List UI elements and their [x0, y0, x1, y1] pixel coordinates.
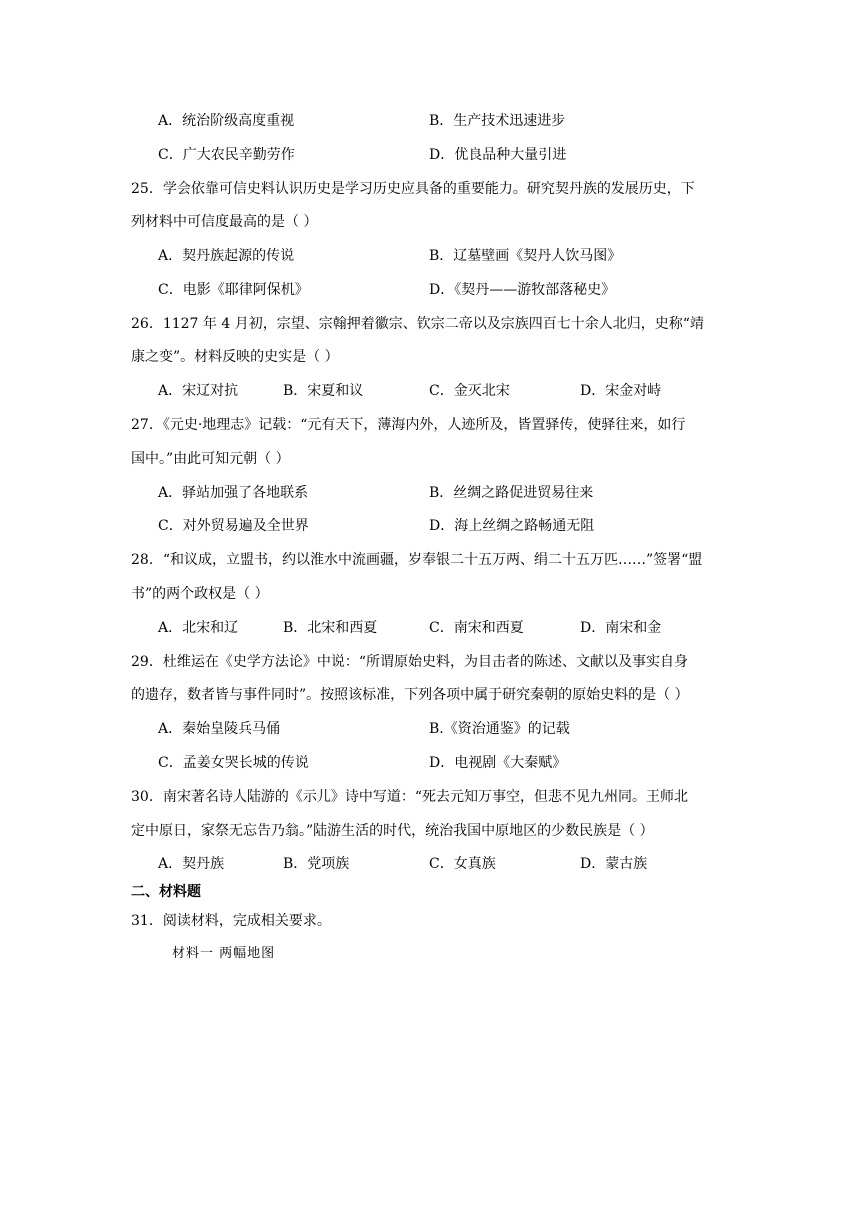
- q25-option-d: D．《契丹——游牧部落秘史》: [429, 282, 616, 298]
- q27-option-c: C．对外贸易遍及全世界: [158, 518, 309, 534]
- q30-option-b: B．党项族: [283, 856, 350, 872]
- question-31: 31．阅读材料，完成相关要求。: [131, 913, 331, 929]
- question-26-line1: 26．1127 年 4 月初，宗望、宗翰押着徽宗、钦宗二帝以及宗族四百七十余人北归，史称“靖: [131, 316, 704, 332]
- question-25-line2: 列材料中可信度最高的是（ ）: [131, 214, 318, 230]
- q28-option-a: A．北宋和辽: [158, 620, 239, 636]
- q26-option-b: B．宋夏和议: [283, 383, 364, 399]
- q29-option-a: A．秦始皇陵兵马俑: [158, 721, 281, 737]
- question-28-line2: 书”的两个政权是（ ）: [131, 586, 269, 602]
- q30-option-c: C．女真族: [429, 856, 496, 872]
- question-27-line1: 27．《元史·地理志》记载：“元有天下，薄海内外，人迹所及，皆置驿传，使驿往来，如行: [131, 417, 686, 433]
- question-29-line1: 29．杜维运在《史学方法论》中说：“所谓原始史料，为目击者的陈述、文献以及事实自身: [131, 654, 688, 670]
- question-27-line2: 国中。”由此可知元朝（ ）: [131, 451, 290, 467]
- q26-option-c: C．金灭北宋: [429, 383, 510, 399]
- q25-option-b: B．辽墓壁画《契丹人饮马图》: [429, 248, 622, 264]
- q30-option-a: A．契丹族: [158, 856, 225, 872]
- q27-option-d: D．海上丝绸之路畅通无阻: [429, 518, 595, 534]
- q29-option-b: B.《资治通鉴》的记载: [429, 721, 570, 737]
- q27-option-b: B．丝绸之路促进贸易往来: [429, 485, 594, 501]
- question-30-line1: 30．南宋著名诗人陆游的《示儿》诗中写道：“死去元知万事空，但悲不见九州同。王师北: [131, 789, 688, 805]
- q28-option-d: D．南宋和金: [580, 620, 662, 636]
- q25-option-a: A．契丹族起源的传说: [158, 248, 295, 264]
- option-d: D．优良品种大量引进: [429, 147, 567, 163]
- q28-option-c: C．南宋和西夏: [429, 620, 524, 636]
- q30-option-d: D．蒙古族: [580, 856, 648, 872]
- q26-option-a: A．宋辽对抗: [158, 383, 239, 399]
- option-c: C．广大农民辛勤劳作: [158, 147, 295, 163]
- question-26-line2: 康之变”。材料反映的史实是（ ）: [131, 349, 339, 365]
- q27-option-a: A．驿站加强了各地联系: [158, 485, 309, 501]
- q26-option-d: D．宋金对峙: [580, 383, 662, 399]
- question-28-line1: 28．“和议成，立盟书，约以淮水中流画疆，岁奉银二十五万两、绢二十五万匹……”签署“盟: [131, 552, 703, 568]
- question-30-line2: 定中原日，家祭无忘告乃翁。”陆游生活的时代，统治我国中原地区的少数民族是（ ）: [131, 823, 654, 839]
- q29-option-c: C．孟姜女哭长城的传说: [158, 755, 309, 771]
- question-29-line2: 的遗存，数者皆与事件同时”。按照该标准，下列各项中属于研究秦朝的原始史料的是（ ）: [131, 687, 689, 703]
- section-title: 二、材料题: [131, 884, 201, 900]
- q28-option-b: B．北宋和西夏: [283, 620, 378, 636]
- q25-option-c: C．电影《耶律阿保机》: [158, 282, 309, 298]
- option-b: B．生产技术迅速进步: [429, 113, 566, 129]
- q29-option-d: D．电视剧《大秦赋》: [429, 755, 567, 771]
- question-25-line1: 25．学会依靠可信史料认识历史是学习历史应具备的重要能力。研究契丹族的发展历史，下: [131, 181, 695, 197]
- material-1-caption: 材料一 两幅地图: [172, 946, 276, 961]
- option-a: A．统治阶级高度重视: [158, 113, 295, 129]
